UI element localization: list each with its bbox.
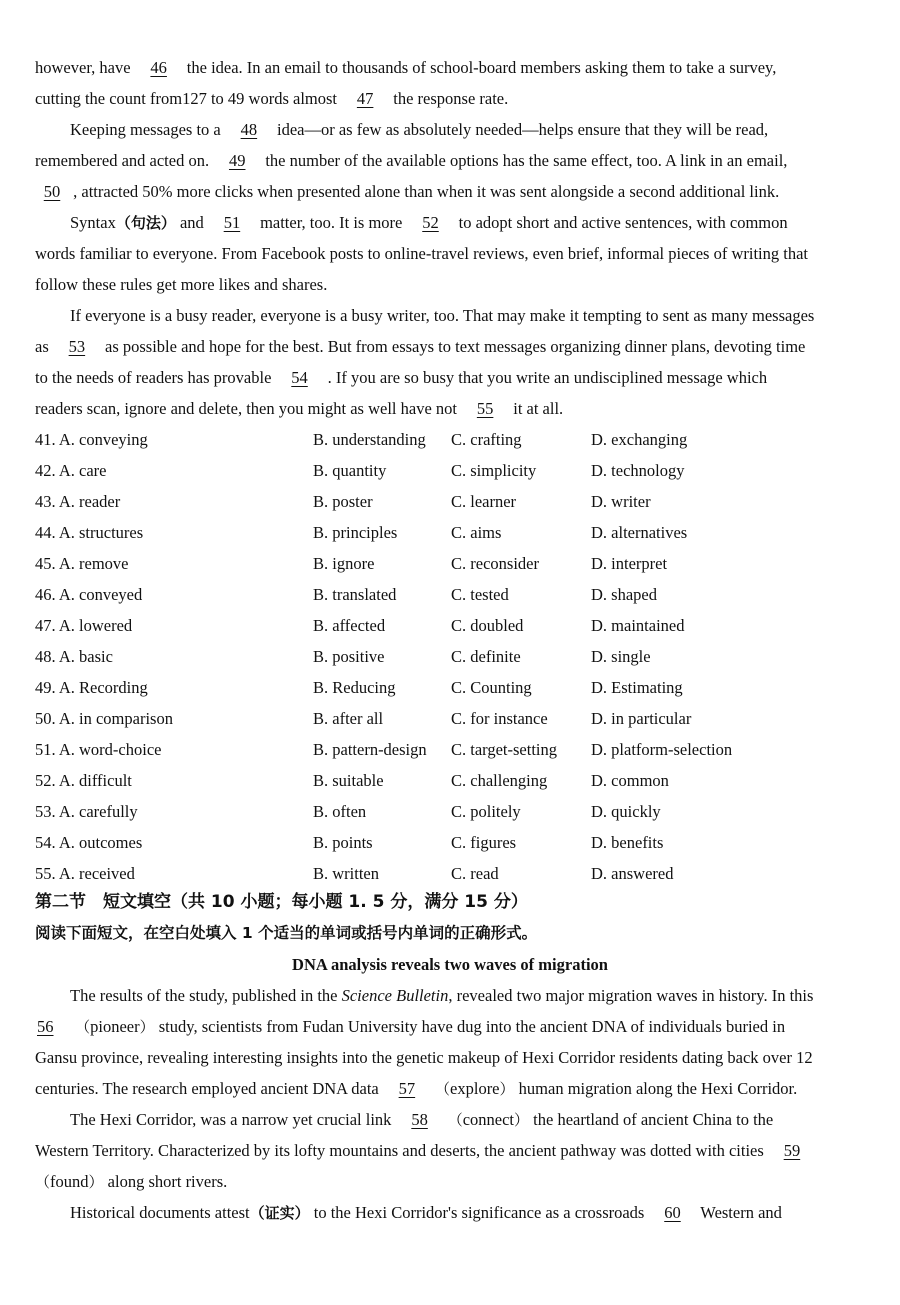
option-row [35,672,865,703]
text: Syntax [70,213,116,232]
blank-51: 51 [223,213,241,232]
option-row [35,610,865,641]
blank-46: 46 [150,58,167,77]
text: centuries. The research employed ancient DNA data [35,1079,383,1098]
option-row [35,858,865,889]
option-b: B. suitable [313,771,384,790]
journal-name: Science Bulletin [341,986,449,1005]
option-row [35,424,865,455]
option-b: B. ignore [313,554,375,573]
passage1-line-9: If everyone is a busy reader, everyone is a busy writer, too. That may make it tempting to sent as many messages [70,306,815,325]
blank-56: 56 [37,1017,54,1036]
option-a: 52. A. difficult [35,771,132,790]
option-c: C. for instance [451,709,548,728]
blank-52: 52 [422,213,439,232]
option-a: 45. A. remove [35,554,129,573]
hint-word: explore [450,1079,500,1098]
blank-58: 58 [411,1110,428,1129]
gloss: （句法） [115,214,176,232]
option-b: B. understanding [313,430,426,449]
text: to adopt short and active sentences, with common [454,213,788,232]
section-instruction: 阅读下面短文，在空白处填入 1 个适当的单词或括号内单词的正确形式。 [35,924,538,942]
text: it at all. [509,399,564,418]
option-c: C. learner [451,492,517,511]
option-a: 49. A. Recording [35,678,148,697]
option-a: 54. A. outcomes [35,833,143,852]
paren: ） [514,1111,530,1129]
option-d: D. alternatives [591,523,688,542]
passage2-line-3: Gansu province, revealing interesting insights into the genetic makeup of Hexi Corridor residents dating back over 12 [35,1048,813,1067]
option-c: C. tested [451,585,509,604]
option-row [35,517,865,548]
text: however, have [35,58,135,77]
option-row [35,455,865,486]
passage1-line-1 [35,52,865,83]
text: and [175,213,208,232]
option-d: D. single [591,647,651,666]
option-d: D. technology [591,461,685,480]
paren: （ [447,1111,463,1129]
option-c: C. simplicity [451,461,537,480]
option-c: C. politely [451,802,521,821]
hint-word: pioneer [90,1017,140,1036]
option-a: 53. A. carefully [35,802,138,821]
blank-54: 54 [291,368,308,387]
text: Historical documents attest [70,1203,250,1222]
paren: ） [139,1018,155,1036]
option-b: B. quantity [313,461,387,480]
text: the heartland of ancient China to the [529,1110,774,1129]
passage1-line-6 [70,207,865,238]
option-d: D. answered [591,864,674,883]
text: . If you are so busy that you write an undisciplined message which [323,368,768,387]
text: human migration along the Hexi Corridor. [514,1079,798,1098]
text: Western and [696,1203,782,1222]
text: as possible and hope for the best. But from essays to text messages organizing dinner plans, devoting time [100,337,806,356]
section-heading: 第二节 短文填空（共 10 小题；每小题 1. 5 分，满分 15 分） [35,892,528,912]
option-b: B. translated [313,585,397,604]
passage2-line-5 [70,1104,865,1135]
blank-60: 60 [664,1203,681,1222]
option-a: 48. A. basic [35,647,113,666]
blank-55: 55 [476,399,494,418]
text: idea—or as few as absolutely needed—helps ensure that they will be read, [272,120,769,139]
blank-57: 57 [398,1079,416,1098]
option-b: B. written [313,864,379,883]
passage1-line-12 [35,393,865,424]
option-d: D. maintained [591,616,685,635]
text: to the Hexi Corridor's significance as a crossroads [309,1203,649,1222]
option-a: 55. A. received [35,864,135,883]
passage2-line-6 [35,1135,865,1166]
option-d: D. common [591,771,669,790]
passage1-line-5 [35,176,865,207]
option-row [35,641,865,672]
option-row [35,796,865,827]
passage2-line-1 [70,980,865,1011]
text: matter, too. It is more [255,213,407,232]
passage1-line-3 [70,114,865,145]
text: The results of the study, published in the [70,986,342,1005]
option-row [35,765,865,796]
text: to the needs of readers has provable [35,368,276,387]
option-row [35,734,865,765]
option-a: 43. A. reader [35,492,121,511]
text: remembered and acted on. [35,151,214,170]
option-b: B. positive [313,647,385,666]
option-a: 41. A. conveying [35,430,148,449]
passage2-line-4 [35,1073,865,1104]
option-b: B. affected [313,616,386,635]
option-row [35,579,865,610]
gloss: （证实） [249,1204,310,1222]
option-a: 51. A. word-choice [35,740,162,759]
option-b: B. often [313,802,367,821]
text: Western Territory. Characterized by its lofty mountains and deserts, the ancient pathway was dotted with cities [35,1141,768,1160]
passage2-line-7 [35,1166,865,1197]
blank-48: 48 [240,120,258,139]
text: along short rivers. [103,1172,228,1191]
paren: （ [75,1018,91,1036]
option-d: D. Estimating [591,678,683,697]
paren: （ [35,1173,51,1191]
option-a: 42. A. care [35,461,107,480]
option-row [35,548,865,579]
option-d: D. platform-selection [591,740,733,759]
passage1-line-10 [35,331,865,362]
option-d: D. shaped [591,585,657,604]
text: , revealed two major migration waves in history. In this [448,986,814,1005]
text: the number of the available options has the same effect, too. A link in an email, [261,151,792,170]
option-c: C. figures [451,833,517,852]
option-a: 46. A. conveyed [35,585,143,604]
option-c: C. reconsider [451,554,539,573]
passage1-line-11 [35,362,865,393]
passage1-line-2 [35,83,865,114]
option-c: C. Counting [451,678,532,697]
passage2-line-2 [35,1011,865,1042]
option-d: D. in particular [591,709,692,728]
option-row [35,486,865,517]
option-b: B. poster [313,492,373,511]
option-a: 47. A. lowered [35,616,133,635]
blank-47: 47 [356,89,374,108]
passage1-line-4 [35,145,865,176]
passage1-line-7: words familiar to everyone. From Facebook posts to online-travel reviews, even brief, informal pieces of writing that [35,244,808,263]
text: readers scan, ignore and delete, then you might as well have not [35,399,462,418]
option-d: D. quickly [591,802,661,821]
option-b: B. points [313,833,373,852]
paren: ） [499,1080,515,1098]
option-row [35,703,865,734]
option-b: B. pattern-design [313,740,427,759]
option-c: C. aims [451,523,502,542]
text: the response rate. [389,89,509,108]
paren: ） [88,1173,104,1191]
blank-59: 59 [783,1141,801,1160]
text: The Hexi Corridor, was a narrow yet crucial link [70,1110,396,1129]
option-b: B. after all [313,709,384,728]
text: as [35,337,53,356]
option-d: D. writer [591,492,651,511]
text: cutting the count from127 to 49 words almost [35,89,342,108]
option-c: C. challenging [451,771,548,790]
option-d: D. interpret [591,554,668,573]
option-a: 44. A. structures [35,523,144,542]
option-c: C. crafting [451,430,522,449]
option-c: C. definite [451,647,521,666]
blank-53: 53 [68,337,86,356]
text: Keeping messages to a [70,120,225,139]
passage2-line-8 [70,1197,865,1228]
passage-title: DNA analysis reveals two waves of migration [292,955,608,974]
option-c: C. doubled [451,616,524,635]
option-c: C. read [451,864,499,883]
blank-50: 50 [43,182,61,201]
blank-49: 49 [228,151,246,170]
option-b: B. Reducing [313,678,396,697]
text: , attracted 50% more clicks when presented alone than when it was sent alongside a second additional link. [69,182,780,201]
option-c: C. target-setting [451,740,558,759]
option-a: 50. A. in comparison [35,709,173,728]
option-row [35,827,865,858]
option-b: B. principles [313,523,398,542]
hint-word: connect [462,1110,515,1129]
option-d: D. benefits [591,833,664,852]
option-d: D. exchanging [591,430,688,449]
text: the idea. In an email to thousands of school-board members asking them to take a survey, [182,58,777,77]
text: study, scientists from Fudan University have dug into the ancient DNA of individuals buried in [154,1017,786,1036]
hint-word: found [50,1172,89,1191]
paren: （ [435,1080,451,1098]
passage1-line-8: follow these rules get more likes and shares. [35,275,328,294]
